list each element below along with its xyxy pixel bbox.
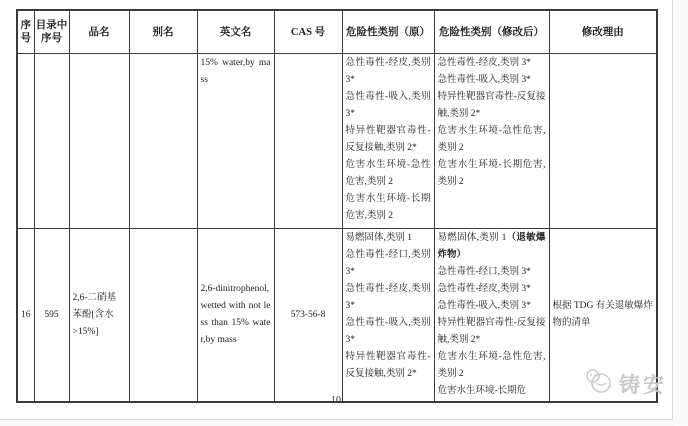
hazard-line: 特异性靶器官毒性-反复接触,类别 2* — [345, 126, 431, 153]
header-reason: 修改理由 — [549, 10, 657, 54]
hazard-line: 急性毒性-吸入,类别 3* — [437, 301, 531, 311]
header-hazard-original: 危险性类别（原） — [342, 10, 434, 54]
cell-hazard-original — [342, 54, 434, 229]
cell-hazard-revised — [434, 229, 549, 403]
hazard-line: 急性毒性-经皮,类别 3* — [437, 58, 531, 68]
cell-alias — [129, 54, 197, 229]
header-english-name: 英文名 — [197, 10, 274, 54]
hazard-line: 危害水生环境-急性危害,类别 2 — [345, 160, 431, 187]
cell-hazard-original — [342, 229, 434, 403]
page-edge-right — [672, 0, 688, 425]
cell-alias — [129, 229, 197, 403]
table-header-row — [17, 10, 657, 54]
hazard-line: 危害水生环境-急性危害,类别 2 — [437, 352, 546, 379]
cell-product-name: 2,6-二硝基苯酚[含水>15%] — [69, 229, 129, 403]
cell-catalog-no — [34, 54, 69, 229]
table-row — [17, 54, 657, 229]
cell-serial: 16 — [17, 229, 34, 403]
hazard-classification-table — [16, 9, 658, 403]
cell-catalog-no: 595 — [34, 229, 69, 403]
cell-serial — [17, 54, 34, 229]
cell-reason: 根据 TDG 有关退敏爆炸物的清单 — [549, 229, 657, 403]
cell-cas-no: 573-56-8 — [274, 229, 342, 403]
hazard-line: 危害水生环境-长期危 — [437, 386, 527, 396]
header-serial: 序号 — [17, 10, 34, 54]
hazard-line: 急性毒性-经皮,类别 3* — [437, 284, 531, 294]
table-row — [17, 229, 657, 403]
hazard-line: 急性毒性-经口,类别 3* — [345, 250, 431, 277]
header-cas-no: CAS 号 — [274, 10, 342, 54]
hazard-line: 急性毒性-经口,类别 3* — [437, 267, 531, 277]
cell-english-name: 15% water,by mass — [197, 54, 274, 229]
hazard-line: 危害水生环境-长期危害,类别 2 — [345, 194, 431, 221]
cell-product-name — [69, 54, 129, 229]
header-hazard-revised: 危险性类别（修改后） — [434, 10, 549, 54]
hazard-line: 急性毒性-吸入,类别 3* — [437, 75, 531, 85]
cell-english-name: 2,6-dinitrophenol,wetted with not less than 15% water,by mass — [197, 229, 274, 403]
cell-hazard-revised — [434, 54, 549, 229]
hazard-line: 急性毒性-吸入,类别 3* — [345, 318, 431, 345]
hazard-line: 危害水生环境-急性危害,类别 2 — [437, 126, 546, 153]
page-number: 10 — [331, 395, 341, 406]
header-product-name: 品名 — [69, 10, 129, 54]
hazard-line: 危害水生环境-长期危害,类别 2 — [437, 160, 546, 187]
watermark-text: 铸安 — [619, 373, 667, 397]
hazard-line: 易燃固体,类别 1（退敏爆炸物） — [437, 233, 546, 260]
hazard-line: 急性毒性-经皮,类别 3* — [345, 58, 431, 85]
hazard-line: 特异性靶器官毒性-反复接触,类别 2* — [437, 92, 546, 119]
header-catalog-no: 目录中序号 — [34, 10, 69, 54]
hazard-line: 急性毒性-吸入,类别 3* — [345, 92, 431, 119]
header-alias: 别名 — [129, 10, 197, 54]
hazard-line: 急性毒性-经皮,类别 3* — [345, 284, 431, 311]
hazard-line: 易燃固体,类别 1 — [345, 233, 413, 243]
cell-cas-no — [274, 54, 342, 229]
hazard-line: 特异性靶器官毒性-反复接触,类别 2* — [345, 352, 431, 379]
cell-reason — [549, 54, 657, 229]
hazard-line: 特异性靶器官毒性-反复接触,类别 2* — [437, 318, 546, 345]
